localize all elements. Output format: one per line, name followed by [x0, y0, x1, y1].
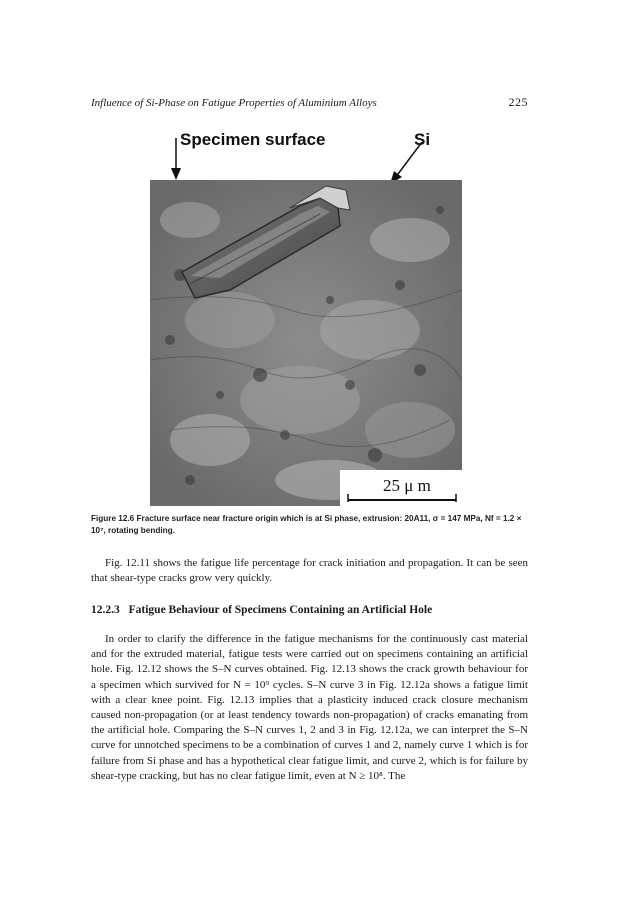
si-arrow-icon: [386, 142, 426, 184]
si-label: Si: [414, 130, 431, 149]
scale-bar-label: 25 μ m: [383, 476, 431, 495]
paragraph-1: Fig. 12.11 shows the fatigue life percentage for crack initiation and propagation. It can be seen that shear-type cracks grow very quickly.: [91, 557, 528, 585]
running-header: [91, 95, 528, 110]
figure-12-6: [150, 128, 462, 508]
specimen-surface-label: Specimen surface: [180, 130, 326, 149]
figure-caption: Figure 12.6 Fracture surface near fracture origin which is at Si phase, extrusion: 20A11, σ = 147 MPa, Nf = 1.2 × 10⁷, rotating bending.: [91, 514, 522, 535]
section-heading: [91, 604, 528, 616]
running-title: Influence of Si-Phase on Fatigue Properties of Aluminium Alloys: [91, 97, 377, 109]
surface-arrow-icon: [166, 138, 186, 180]
page-number: 225: [508, 95, 528, 109]
section-title: Fatigue Behaviour of Specimens Containing an Artificial Hole: [128, 604, 433, 616]
paragraph-2: In order to clarify the difference in the fatigue mechanisms for the continuously cast material and for the extruded material, fatigue tests were carried out on specimens containing an artificial hole. Fig. 12.12 shows the S–N curves obtained. Fig. 12.13 shows the crack growth behaviour for a specimen which survived for N = 10⁹ cycles. S–N curve 3 in Fig. 12.12a shows a fatigue limit with a clear knee point. Fig. 12.13 implies that a plasticity induced crack closure mechanism caused non-propagation (or at least tendency towards non-propagation) of cracks emanating from the artificial hole. Comparing the S–N curves 1, 2 and 3 in Fig. 12.12a, we can interpret the S–N curve for unnotched specimens to be a combination of curves 1 and 2, namely curve 1 which is for failure from Si phase and has a hypothetical clear fatigue limit, and curve 2, which is for failure by shear-type cracking, but has no clear fatigue limit, even at N ≥ 10⁸. The: [91, 633, 528, 782]
section-number: 12.2.3: [91, 604, 120, 616]
fracture-micrograph: [150, 180, 462, 506]
